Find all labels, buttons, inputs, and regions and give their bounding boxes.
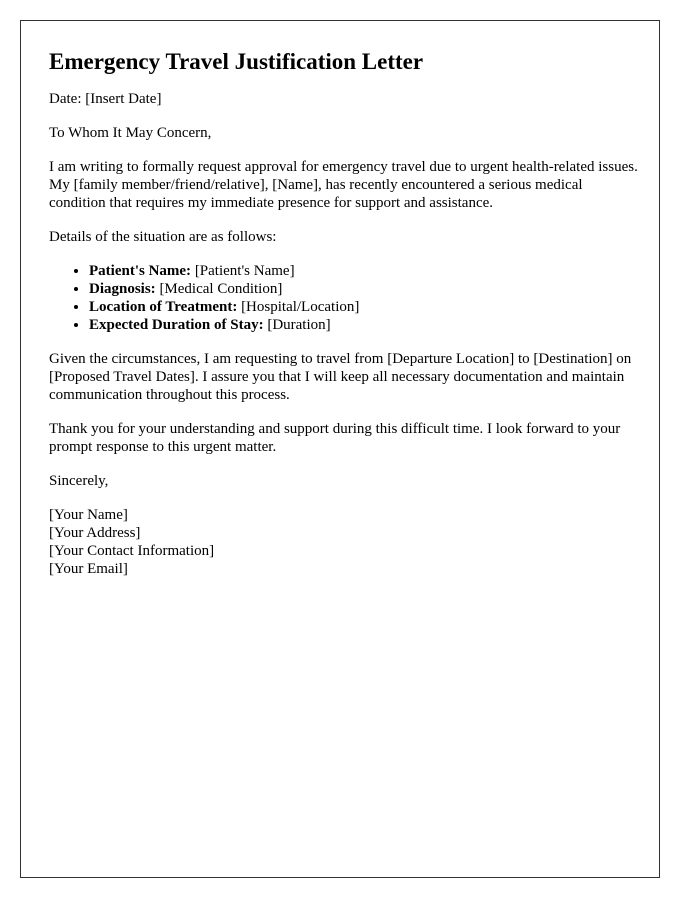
letter-intro-paragraph: I am writing to formally request approval for emergency travel due to urgent health-related issues. My [family member/friend/relative], [Name], has recently encountered a serious medical condition that requires my immediate presence for support and assistance.	[49, 159, 638, 211]
detail-label: Patient's Name:	[89, 263, 192, 279]
signature-email: [Your Email]	[49, 561, 128, 577]
detail-item-location	[89, 298, 639, 316]
detail-value: [Medical Condition]	[155, 281, 283, 297]
travel-request-paragraph: Given the circumstances, I am requesting to travel from [Departure Location] to [Destination] on [Proposed Travel Dates]. I assure you that I will keep all necessary documentation and maintain communication throughout this process.	[49, 351, 632, 403]
detail-item-patient-name	[89, 262, 639, 280]
letter-title: Emergency Travel Justification Letter	[49, 49, 424, 74]
letter-salutation: To Whom It May Concern,	[49, 125, 212, 141]
letter-closing: Sincerely,	[49, 473, 109, 489]
detail-item-duration	[89, 316, 639, 334]
detail-value: [Duration]	[263, 317, 331, 333]
details-intro: Details of the situation are as follows:	[49, 229, 277, 245]
details-list	[49, 262, 639, 334]
signature-address: [Your Address]	[49, 525, 141, 541]
signature-contact: [Your Contact Information]	[49, 543, 215, 559]
detail-item-diagnosis	[89, 280, 639, 298]
signature-name: [Your Name]	[49, 507, 128, 523]
signature-block	[49, 472, 639, 578]
letter-date: Date: [Insert Date]	[49, 91, 162, 107]
letter-content	[49, 47, 639, 578]
thanks-paragraph: Thank you for your understanding and support during this difficult time. I look forward to your prompt response to this urgent matter.	[49, 421, 621, 455]
detail-value: [Hospital/Location]	[237, 299, 360, 315]
detail-label: Location of Treatment:	[89, 299, 238, 315]
detail-label: Expected Duration of Stay:	[89, 317, 264, 333]
letter-page	[20, 20, 660, 878]
detail-label: Diagnosis:	[89, 281, 156, 297]
detail-value: [Patient's Name]	[191, 263, 295, 279]
